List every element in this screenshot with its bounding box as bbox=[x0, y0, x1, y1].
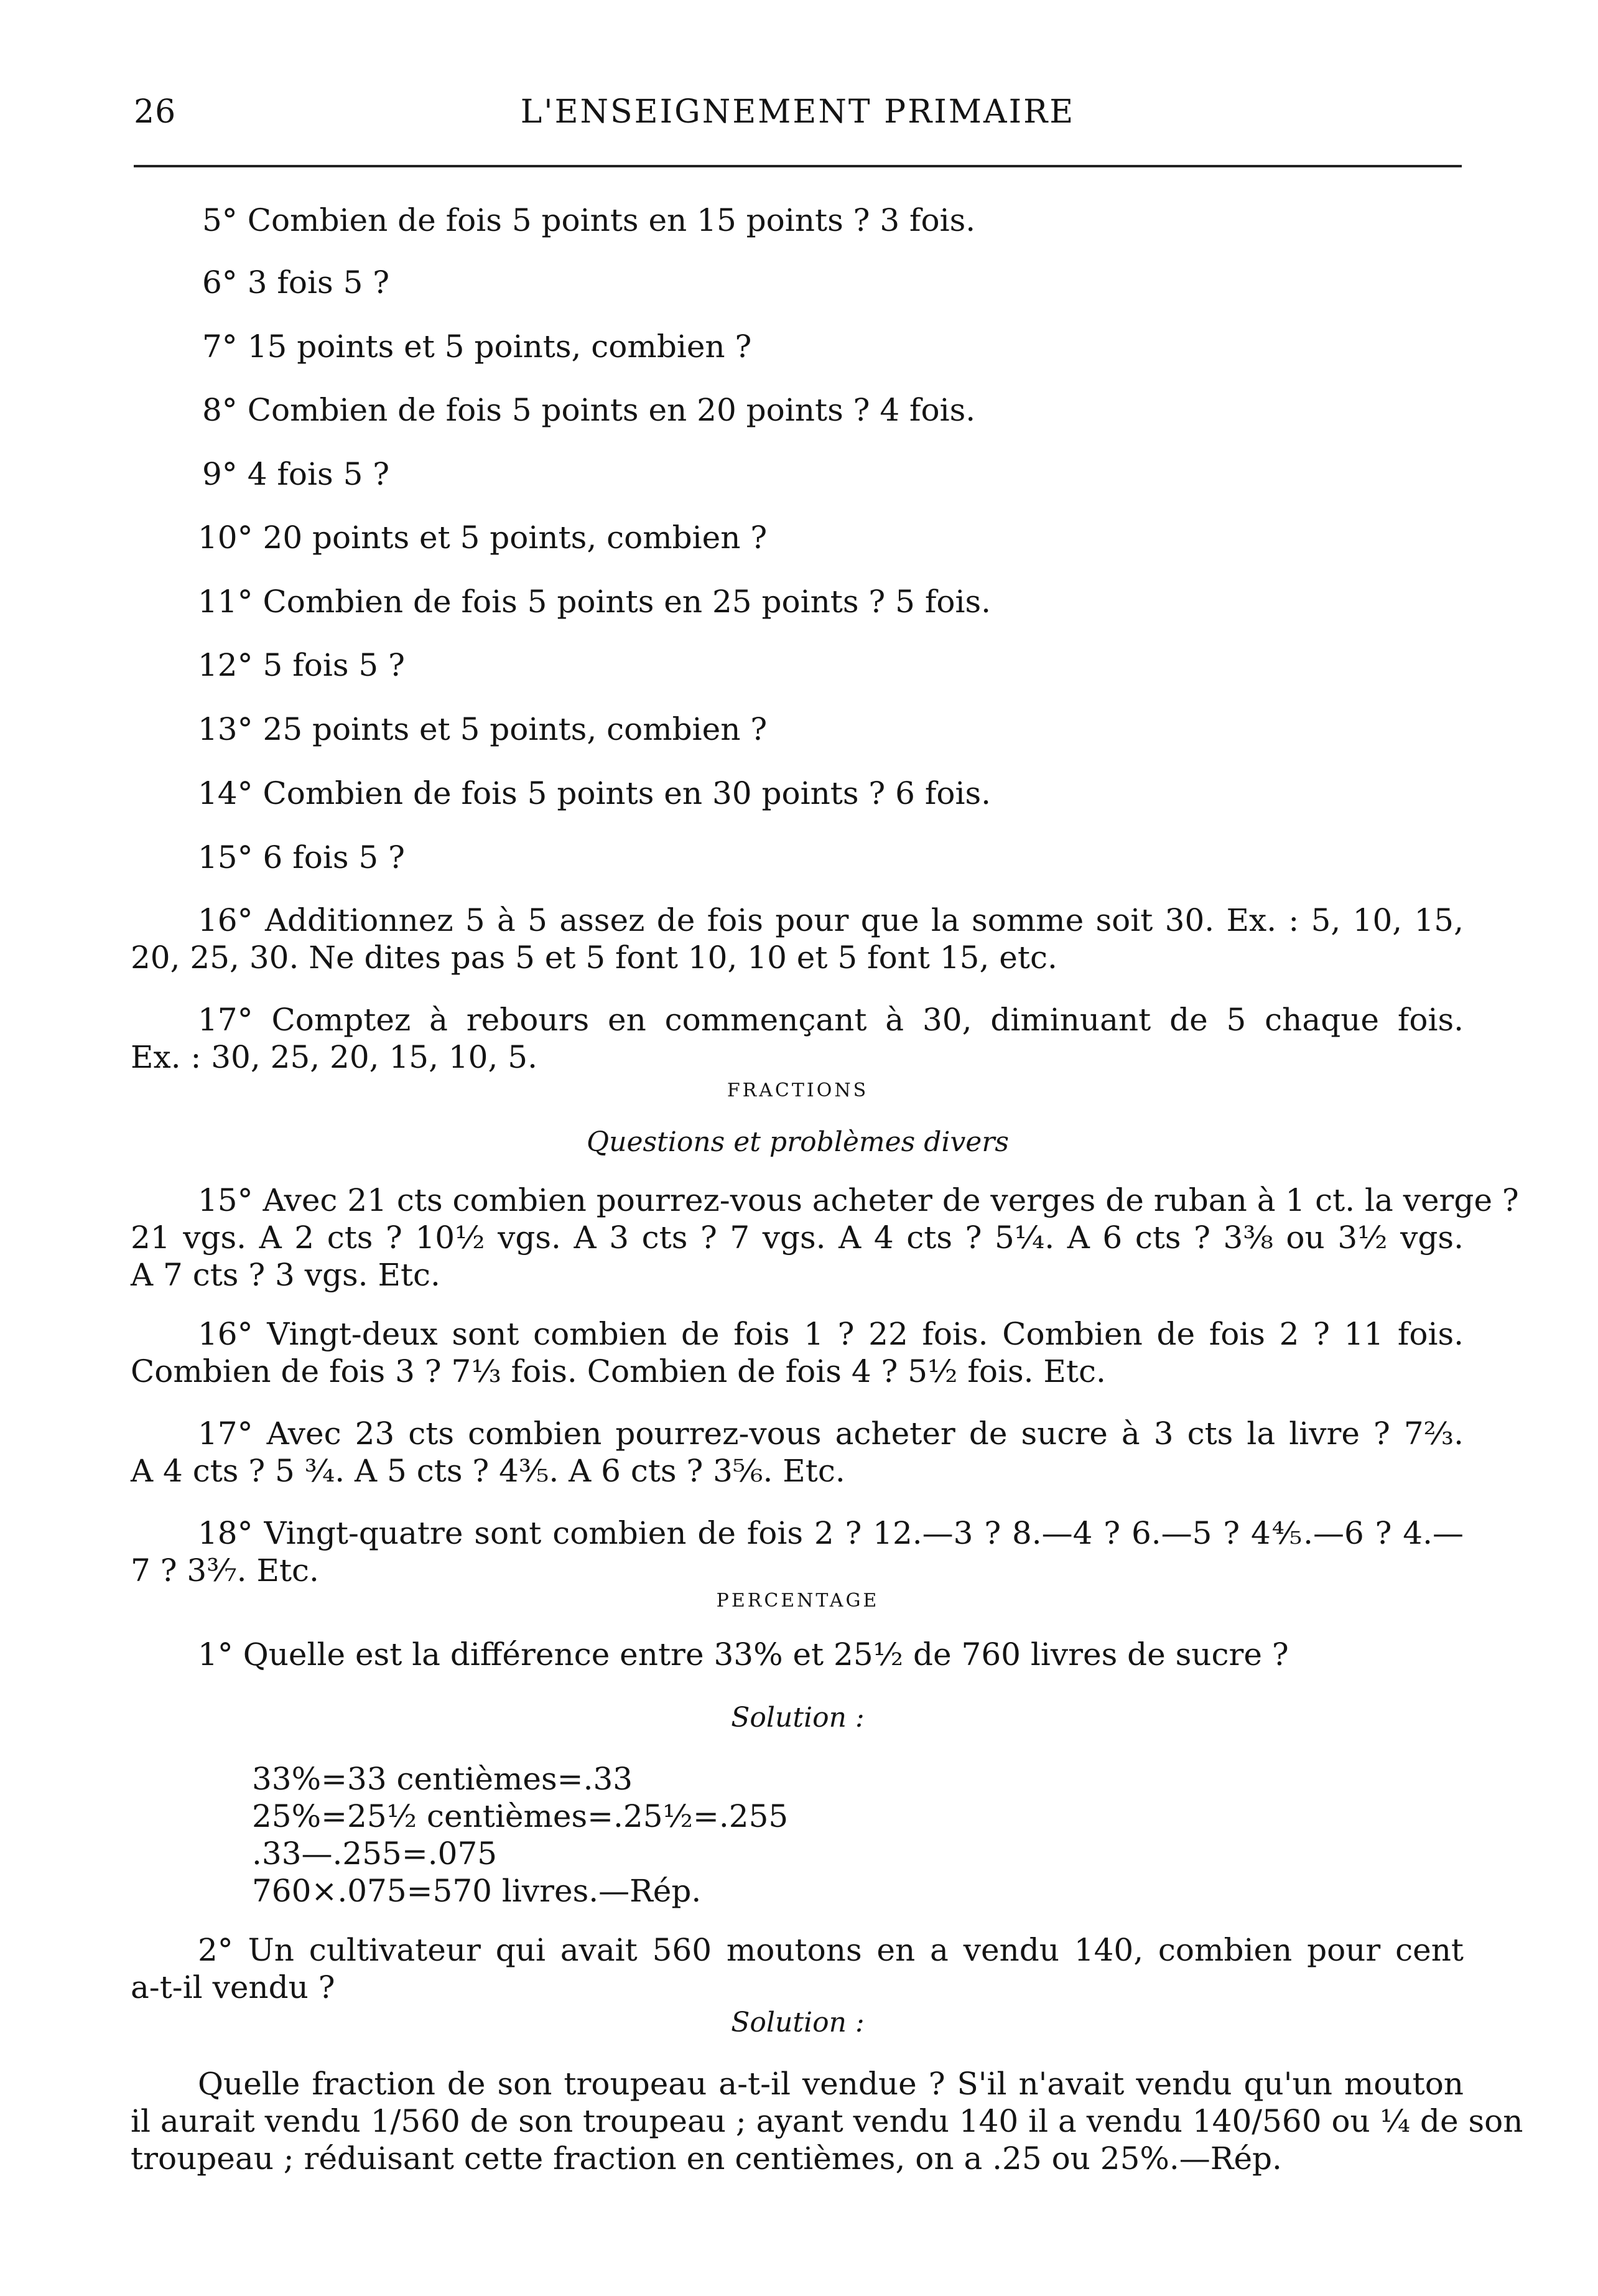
item-text: 4 fois 5 ? bbox=[247, 456, 390, 492]
paragraph-line: 16° Vingt-deux sont combien de fois 1 ? 22 fois. Combien de fois 2 ? 11 fois. bbox=[198, 1316, 1464, 1352]
solution-step: 25%=25½ centièmes=.25½=.255 bbox=[252, 1798, 789, 1834]
list-item bbox=[198, 839, 405, 875]
item-text: Combien de fois 5 points en 15 points ? 3 fois. bbox=[247, 202, 976, 238]
paragraph-line: 20, 25, 30. Ne dites pas 5 et 5 font 10, 10 et 5 font 15, etc. bbox=[131, 940, 1057, 976]
paragraph-line: Ex. : 30, 25, 20, 15, 10, 5. bbox=[131, 1039, 537, 1075]
item-text: Combien de fois 5 points en 25 points ? 5 fois. bbox=[262, 584, 991, 620]
solution-step: .33—.255=.075 bbox=[252, 1836, 498, 1872]
paragraph-line: 18° Vingt-quatre sont combien de fois 2 ? 12.—3 ? 8.—4 ? 6.—5 ? 4⅘.—6 ? 4.— bbox=[198, 1515, 1464, 1551]
item-text: 25 points et 5 points, combien ? bbox=[262, 711, 768, 747]
item-text: Combien de fois 5 points en 30 points ? 6 fois. bbox=[262, 775, 991, 811]
section-heading-fractions: FRACTIONS bbox=[727, 1080, 869, 1101]
item-label: 12° bbox=[198, 647, 253, 683]
paragraph-line: a-t-il vendu ? bbox=[131, 1969, 335, 2005]
item-text: 20 points et 5 points, combien ? bbox=[262, 520, 768, 556]
paragraph-line: 17° Comptez à rebours en commençant à 30, diminuant de 5 chaque fois. bbox=[198, 1002, 1464, 1038]
paragraph-line: 15° Avec 21 cts combien pourrez-vous acheter de verges de ruban à 1 ct. la verge ? bbox=[198, 1182, 1519, 1218]
running-title: L'ENSEIGNEMENT PRIMAIRE bbox=[520, 93, 1075, 131]
item-label: 14° bbox=[198, 775, 253, 811]
section-subheading: Questions et problèmes divers bbox=[587, 1126, 1009, 1158]
percentage-question-1: 1° Quelle est la différence entre 33% et 25½ de 760 livres de sucre ? bbox=[198, 1636, 1289, 1673]
paragraph-line: A 4 cts ? 5 ¾. A 5 cts ? 4⅗. A 6 cts ? 3⅚. Etc. bbox=[131, 1453, 845, 1489]
paragraph-line: A 7 cts ? 3 vgs. Etc. bbox=[131, 1257, 440, 1293]
item-text: Combien de fois 5 points en 20 points ? 4 fois. bbox=[247, 392, 976, 428]
list-item bbox=[202, 329, 751, 365]
list-item bbox=[198, 775, 991, 811]
item-label: 7° bbox=[202, 329, 238, 365]
header-rule bbox=[134, 165, 1462, 167]
list-item bbox=[202, 202, 975, 238]
item-label: 9° bbox=[202, 456, 238, 492]
item-text: 5 fois 5 ? bbox=[262, 647, 405, 683]
solution-step: 760×.075=570 livres.—Rép. bbox=[252, 1873, 702, 1909]
page-number: 26 bbox=[134, 93, 177, 131]
paragraph-line: Quelle fraction de son troupeau a-t-il vendue ? S'il n'avait vendu qu'un mouton bbox=[198, 2066, 1464, 2102]
item-text: 15 points et 5 points, combien ? bbox=[247, 329, 752, 365]
paragraph-line: Combien de fois 3 ? 7⅓ fois. Combien de fois 4 ? 5½ fois. Etc. bbox=[131, 1353, 1106, 1389]
list-item bbox=[202, 456, 389, 492]
paragraph-line: 16° Additionnez 5 à 5 assez de fois pour que la somme soit 30. Ex. : 5, 10, 15, bbox=[198, 902, 1464, 938]
item-label: 15° bbox=[198, 839, 253, 875]
item-label: 8° bbox=[202, 392, 238, 428]
paragraph-line: troupeau ; réduisant cette fraction en centièmes, on a .25 ou 25%.—Rép. bbox=[131, 2140, 1282, 2177]
item-label: 5° bbox=[202, 202, 238, 238]
list-item bbox=[198, 584, 991, 620]
list-item bbox=[202, 264, 389, 301]
item-label: 11° bbox=[198, 584, 253, 620]
solution-step: 33%=33 centièmes=.33 bbox=[252, 1761, 633, 1797]
item-text: 3 fois 5 ? bbox=[247, 264, 390, 301]
item-label: 6° bbox=[202, 264, 238, 301]
list-item bbox=[198, 520, 767, 556]
list-item bbox=[198, 711, 767, 747]
item-text: 6 fois 5 ? bbox=[262, 839, 405, 875]
page-header bbox=[134, 93, 1462, 137]
solution-label: Solution : bbox=[731, 2007, 865, 2038]
item-label: 10° bbox=[198, 520, 253, 556]
solution-label: Solution : bbox=[731, 1702, 865, 1734]
paragraph-line: 21 vgs. A 2 cts ? 10½ vgs. A 3 cts ? 7 vgs. A 4 cts ? 5¼. A 6 cts ? 3⅜ ou 3½ vgs. bbox=[131, 1220, 1464, 1256]
paragraph-line: 2° Un cultivateur qui avait 560 moutons en a vendu 140, combien pour cent bbox=[198, 1932, 1464, 1968]
paragraph-line: 17° Avec 23 cts combien pourrez-vous acheter de sucre à 3 cts la livre ? 7⅔. bbox=[198, 1416, 1464, 1452]
paragraph-line: il aurait vendu 1/560 de son troupeau ; ayant vendu 140 il a vendu 140/560 ou ¼ de son bbox=[131, 2103, 1523, 2139]
list-item bbox=[198, 647, 405, 683]
list-item bbox=[202, 392, 975, 428]
paragraph-line: 7 ? 3³⁄₇. Etc. bbox=[131, 1552, 319, 1589]
item-label: 13° bbox=[198, 711, 253, 747]
section-heading-percentage: PERCENTAGE bbox=[716, 1590, 880, 1612]
